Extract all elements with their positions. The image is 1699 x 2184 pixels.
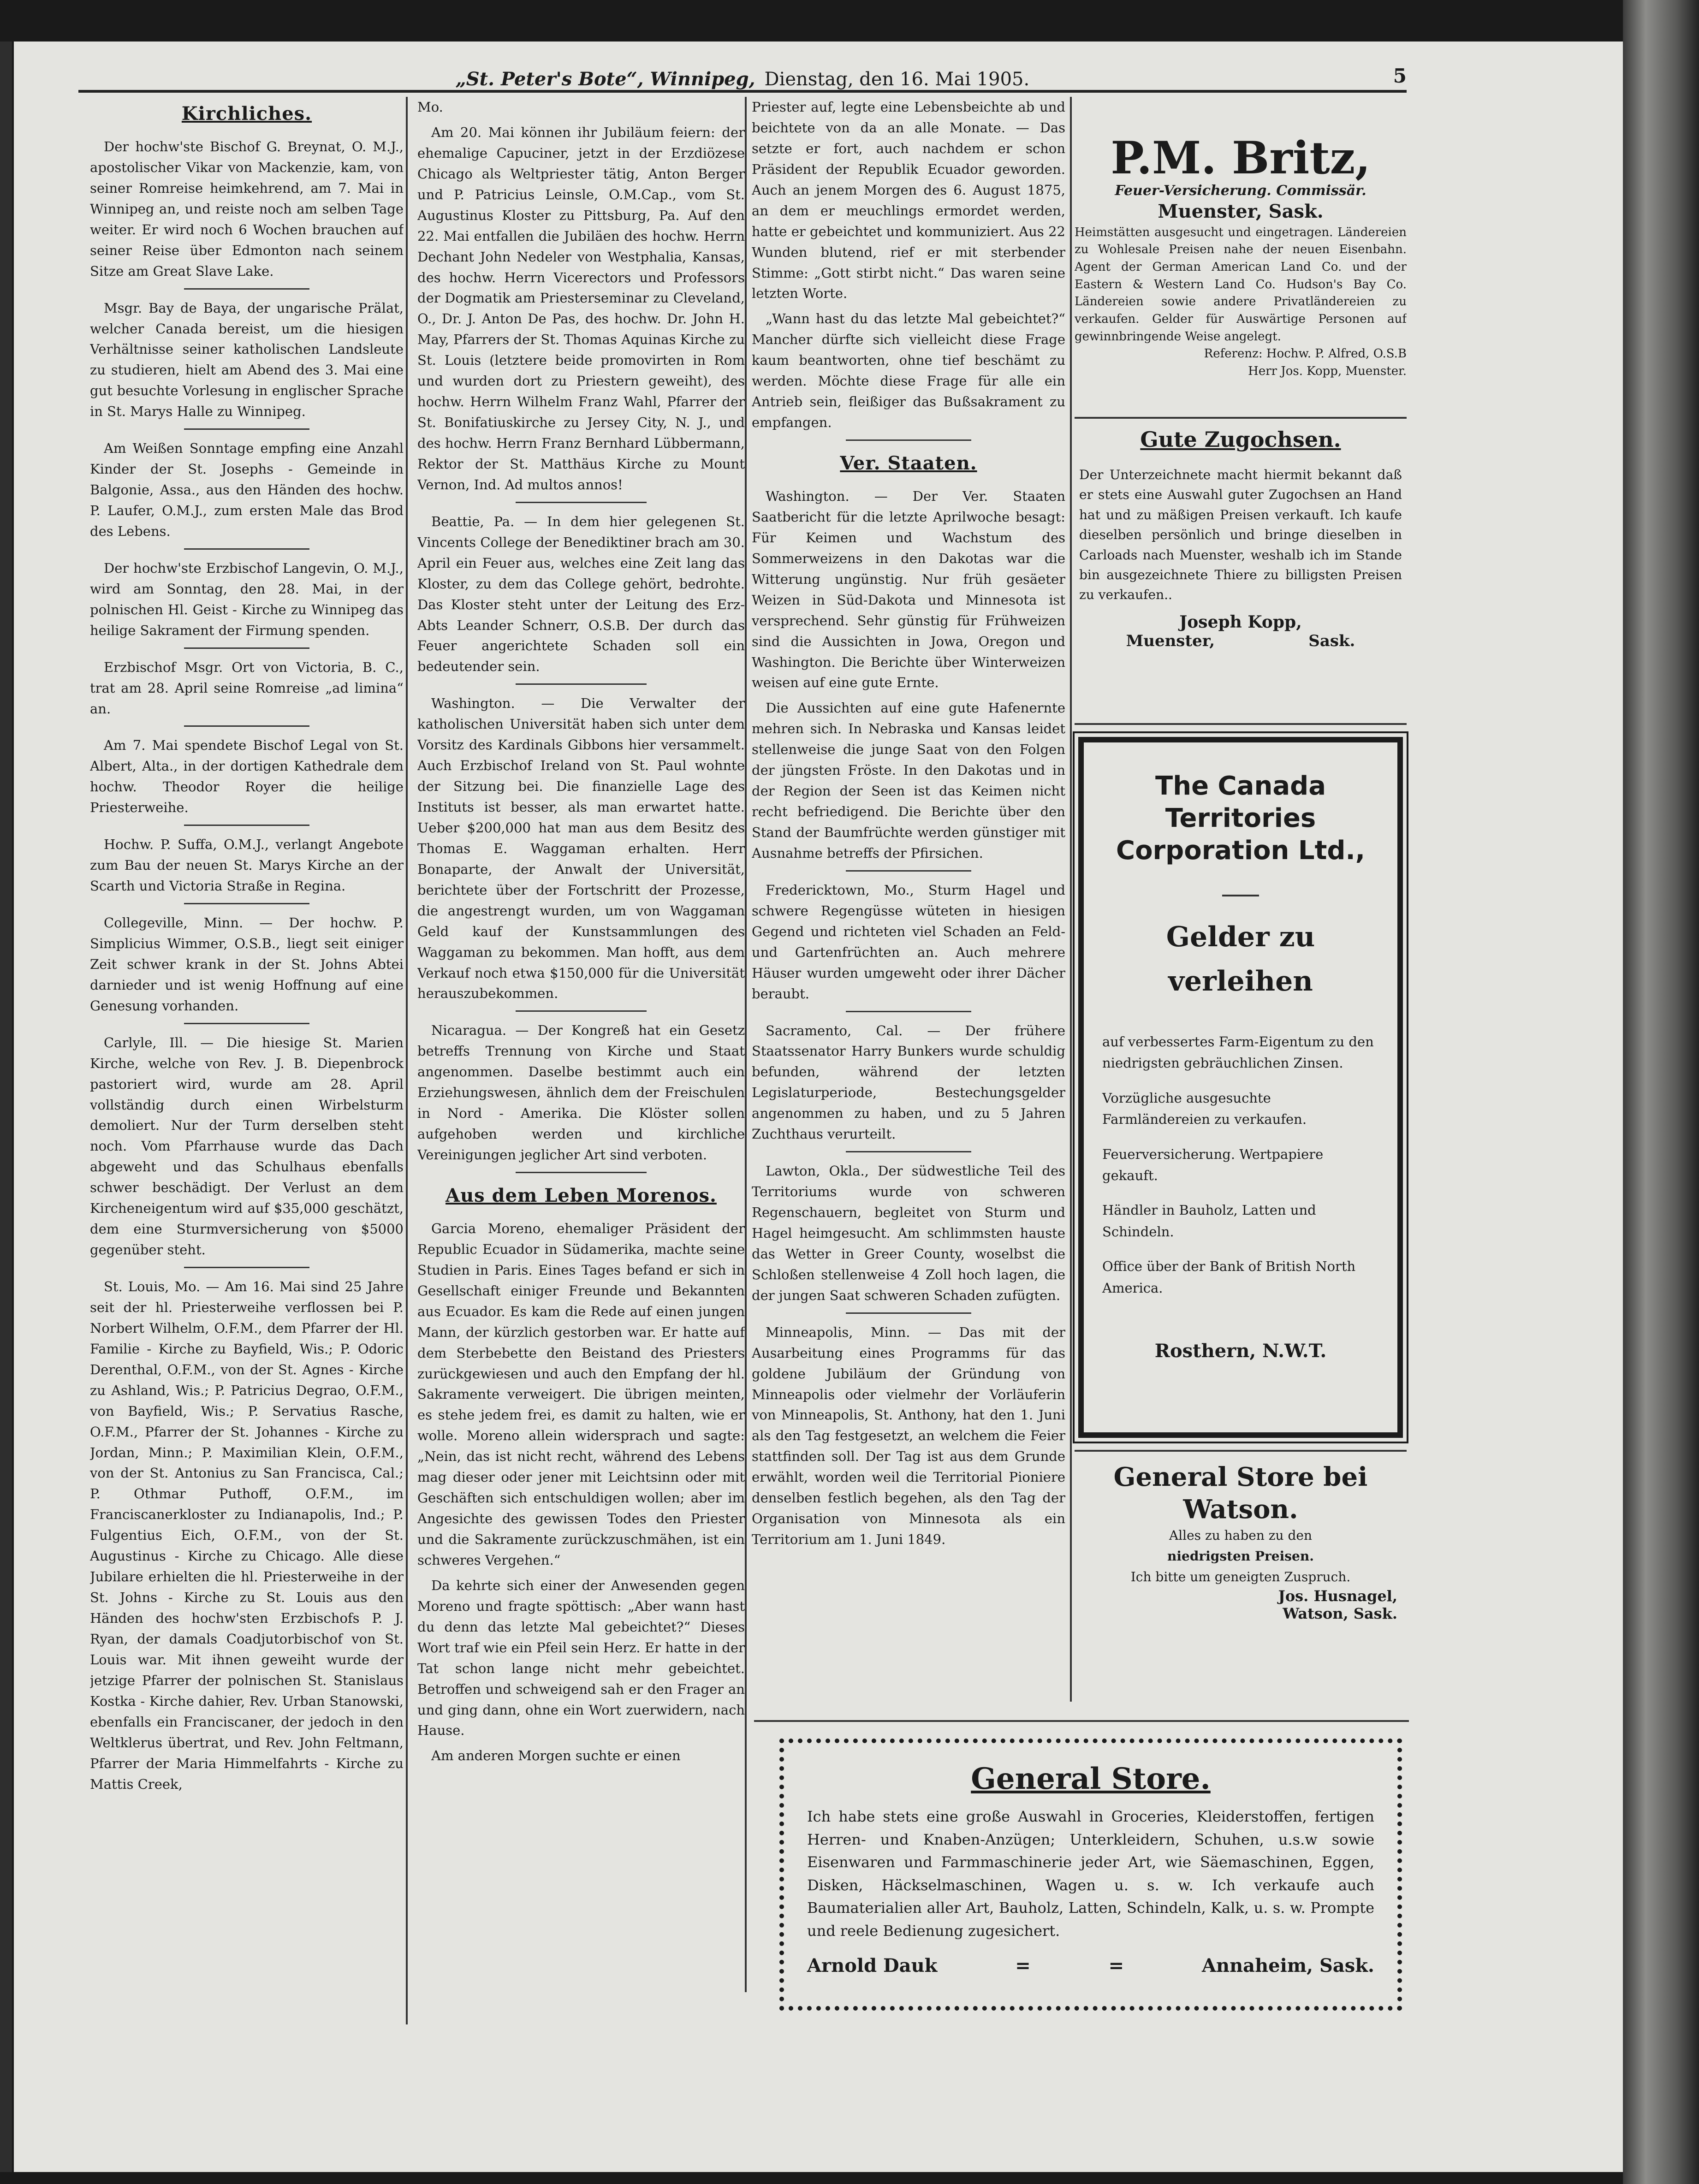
article-paragraph: Washington. — Die Verwalter der katholischen Universität haben sich unter dem Vorsitz des Kardinals Gibbons hier versammelt. Auch Erzbischof Ireland von St. Paul wohnte der Sitzung bei. Die finanzielle Lage des Instituts ist besser, als man erwartet hatte. Ueber $200,000 hat man aus dem Besitz des Thomas E. Waggaman erhalten. Herr Bonaparte, der Anwalt der Universität, berichtete über der Fortschritt der Prozesse, die angestrengt wurden, um von Waggaman Geld kauf der Kunstsammlungen des Waggaman zu bekommen. Man hofft, aus dem Verkauf noch etwa $150,000 für die Universität herauszubekommen.: [417, 695, 745, 1002]
divider: [184, 1267, 309, 1268]
ad-signature: Joseph Kopp,: [1179, 612, 1302, 632]
page-header: [78, 58, 1407, 93]
ad-general-store: [779, 1739, 1402, 2011]
divider: [184, 1023, 309, 1024]
ad-title: Gute Zugochsen.: [1140, 427, 1341, 452]
ad-signature: Arnold Dauk: [807, 1954, 938, 1976]
ad-canada-territories: [1078, 737, 1403, 1438]
article-paragraph: Collegeville, Minn. — Der hochw. P. Simplicius Wimmer, O.S.B., liegt seit einiger Zeit schwer krank in der St. Johns Abtei darnieder und ist wenig Hoffnung auf eine Genesung vorhanden.: [90, 915, 404, 1014]
page-binding-edge: [1623, 0, 1699, 2184]
ad-subtitle: Feuer-Versicherung. Commissär.: [1115, 182, 1366, 199]
article-paragraph: Mo.: [417, 99, 443, 115]
article-paragraph: Da kehrte sich einer der Anwesenden gegen Moreno und fragte spöttisch: „Aber wann hast du denn das letzte Mal gebeichtet?“ Dieses Wort traf wie ein Pfeil sein Herz. Er hatte in der Tat schon lange nicht mehr gebeichtet. Betroffen und schweigend sah er den Frager an und ging dann, ohne ein Wort zuerwidern, nach Hause.: [417, 1577, 745, 1739]
ad-body-line: niedrigsten Preisen.: [1167, 1548, 1314, 1564]
section-heading: Aus dem Leben Morenos.: [446, 1184, 717, 1206]
publication-name: „St. Peter's Bote“, Winnipeg,: [455, 68, 755, 90]
divider: [516, 683, 647, 685]
divider: [184, 825, 309, 826]
divider: [1222, 895, 1259, 896]
article-paragraph: Garcia Moreno, ehemaliger Präsident der Republic Ecuador in Südamerika, machte seine Studien in Paris. Eines Tages befand er sich in Gesellschaft einiger Freunde und Bekannten aus Ecuador. Es kam die Rede auf einen jungen Mann, der kürzlich gestorben war. Er hatte auf dem Sterbebette den Beistand des Priesters zurückgewiesen und auch den Empfang der hl. Sakramente verweigert. Die übrigen meinten, es stehe jedem frei, es damit zu halten, wie er wolle. Moreno allein widersprach und sagte: „Nein, das ist nicht recht, während des Lebens mag dieser oder jener mit Leichtsinn oder mit Geschäften sich entschuldigen wollen; aber im Angesichte des gewissen Todes den Priester und die Sakramente zurückzuschmähen, ist ein schweres Vergehen.“: [417, 1220, 745, 1568]
article-paragraph: Sacramento, Cal. — Der frühere Staatssenator Harry Bunkers wurde schuldig befunden, während der letzten Legislaturperiode, Bestechungsgelder angenommen zu haben, und zu 5 Jahren Zuchthaus verurteilt.: [752, 1022, 1065, 1142]
ad-signature: Jos. Husnagel,: [1278, 1587, 1397, 1605]
article-paragraph: Nicaragua. — Der Kongreß hat ein Gesetz betreffs Trennung von Kirche und Staat angenommen. Daselbe bestimmt auch ein Erziehungswesen, ähnlich dem der Freischulen in Nord - Amerika. Die Klöster sollen aufgehoben werden und kirchliche Vereinigungen jeglicher Art sind verboten.: [417, 1022, 745, 1163]
divider: [184, 903, 309, 904]
column-two: [417, 97, 745, 1992]
ad-zugochsen: [1075, 419, 1407, 725]
article-paragraph: Erzbischof Msgr. Ort von Victoria, B. C., trat am 28. April seine Romreise „ad limina“ an.: [90, 659, 404, 717]
ad-title: General Store.: [971, 1762, 1211, 1796]
ad-body-line: Händler in Bauholz, Latten und Schindeln.: [1102, 1202, 1316, 1240]
ad-signature-place: [1079, 632, 1402, 650]
ad-title: P.M. Britz,: [1111, 134, 1371, 184]
column-rule: [1070, 97, 1072, 1702]
ad-body: Der Unterzeichnete macht hiermit bekannt daß er stets eine Auswahl guter Zugochsen an Hand hat und zu mäßigen Preisen verkauft. Ich kaufe dieselben persönlich und bringe dieselben in Carloads nach Muenster, weshalb ich im Stande bin ausgezeichnete Thiere zu billigsten Preisen zu verkaufen..: [1079, 467, 1402, 603]
divider: [184, 288, 309, 290]
article-paragraph: Der hochw'ste Erzbischof Langevin, O. M.J., wird am Sonntag, den 28. Mai, in der polnischen Hl. Geist - Kirche zu Winnipeg das heilige Sakrament der Firmung spenden.: [90, 560, 404, 638]
divider: [516, 1010, 647, 1012]
ad-separator: =: [1108, 1954, 1124, 1976]
divider: [846, 1151, 971, 1152]
ad-body-line: Office über der Bank of British North America.: [1102, 1258, 1356, 1296]
article-paragraph: Washington. — Der Ver. Staaten Saatbericht für die letzte Aprilwoche besagt: Für Keimen und Wachstum des Sommerweizens in den Dakotas war die Witterung ungünstig. Nur früh gesäeter Weizen in Süd-Dakota und Minnesota ist versprechend. Sehr günstig für Frühweizen sind die Aussichten in Jowa, Oregon und Washington. Die Berichte über Winterweizen weisen auf eine gute Ernte.: [752, 488, 1065, 691]
ad-reference: Referenz: Hochw. P. Alfred, O.S.B: [1204, 347, 1407, 361]
column-rule: [406, 97, 408, 2024]
divider: [846, 439, 971, 441]
divider: [516, 1172, 647, 1173]
article-paragraph: Minneapolis, Minn. — Das mit der Ausarbeitung eines Programms für das goldene Jubiläum der Gründung von Minneapolis oder vielmehr der Vorläuferin von Minneapolis, St. Anthony, hat den 1. Juni als den Tag festgesetzt, an welchem die Feier stattfinden soll. Der Tag ist aus dem Grunde erwählt, worden weil die Territorial Pioniere denselben festlich begehen, als den Tag der Organisation von Minnesota als ein Territorium am 1. Juni 1849.: [752, 1324, 1065, 1548]
ad-signature: Rosthern, N.W.T.: [1154, 1340, 1327, 1362]
ad-headline: Gelder zu verleihen: [1166, 921, 1315, 997]
divider: [754, 1720, 1409, 1722]
ad-body-line: Alles zu haben zu den: [1169, 1528, 1313, 1543]
article-paragraph: Am anderen Morgen suchte er einen: [431, 1748, 681, 1764]
divider: [184, 428, 309, 430]
divider: [846, 870, 971, 872]
article-paragraph: Am 7. Mai spendete Bischof Legal von St. Albert, Alta., in der dortigen Kathedrale dem hochw. Theodor Royer die heilige Priesterweihe.: [90, 737, 404, 816]
article-paragraph: Lawton, Okla., Der südwestliche Teil des Territoriums wurde von schweren Regenschauern, begleitet von Sturm und Hagel heimgesucht. Am schlimmsten hauste das Wetter in Greer County, woselbst die Schloßen stellenweise 4 Zoll hoch lagen, die der jungen Saat schweren Schaden zufügten.: [752, 1163, 1065, 1303]
article-paragraph: Beattie, Pa. — In dem hier gelegenen St. Vincents College der Benediktiner brach am 30. April ein Feuer aus, welches eine Zeit lang das Kloster, zu dem das College gehört, bedrohte. Das Kloster steht unter der Leitung des Erz-Abts Leander Schnerr, O.S.B. Der durch das Feuer angerichtete Schaden soll ein bedeutender sein.: [417, 513, 745, 675]
article-paragraph: Carlyle, Ill. — Die hiesige St. Marien Kirche, welche von Rev. J. B. Diepenbrock pastoriert wird, wurde am 28. April vollständig durch einen Wirbelsturm demoliert. Nur der Turm derselben steht noch. Vom Pfarrhause wurde das Dach abgeweht und das Schulhaus ebenfalls schwer beschädigt. Der Verlust an dem Kircheneigentum wird auf $35,000 geschätzt, dem eine Sturmversicherung von $5000 gegenüber steht.: [90, 1034, 404, 1258]
ad-province: Sask.: [1308, 631, 1355, 650]
advertisement-column: [1075, 134, 1407, 1691]
article-paragraph: Am 20. Mai können ihr Jubiläum feiern: der ehemalige Capuciner, jetzt in der Erzdiözese Chicago als Weltpriester tätig, Anton Berger und P. Patricius Leinsle, O.M.Cap., vom St. Augustinus Kloster zu Pittsburg, Pa. Auf den 22. Mai entfallen die Jubiläen des hochw. Herrn Dechant John Nedeler von Westphalia, Kansas, des hochw. Herrn Vicerectors und Professors der Dogmatik am Priesterseminar zu Cleveland, O., Dr. J. Anton De Pas, des hochw. Dr. John H. May, Pfarrers der St. Thomas Aquinas Kirche zu St. Louis (letztere beide promovirten in Rom und wurden dort zu Priestern geweiht), des hochw. Herrn Wilhelm Franz Wahl, Pfarrer der St. Bonifatiuskirche zu Jersey City, N. J., und des hochw. Herrn Franz Bernhard Lübbermann, Rektor der St. Matthäus Kirche zu Mount Vernon, Ind. Ad multos annos!: [417, 124, 745, 493]
article-paragraph: St. Louis, Mo. — Am 16. Mai sind 25 Jahre seit der hl. Priesterweihe verflossen bei P. Norbert Wilhelm, O.F.M., dem Pfarrer der Hl. Familie - Kirche zu Bayfield, Wis.; P. Odoric Derenthal, O.F.M., von der St. Agnes - Kirche zu Ashland, Wis.; P. Patricius Degrao, O.F.M., von Bayfield, Wis.; P. Servatius Rasche, O.F.M., Pfarrer der St. Johannes - Kirche zu Jordan, Minn.; P. Maximilian Klein, O.F.M., von der St. Antonius zu San Francisca, Cal.; P. Othmar Puthoff, O.F.M., im Franciscanerkloster zu Indianapolis, Ind.; P. Fulgentius Eich, O.F.M., von der St. Augustinus - Kirche zu Chicago. Alle diese Jubilare erhielten die hl. Priesterweihe in der St. Johns - Kirche zu St. Louis aus den Händen des hochw'sten Erzbischofs P. J. Ryan, der damals Coadjutorbischof von St. Louis war. Mit ihnen geweiht wurde der jetzige Pfarrer der polnischen St. Stanislaus Kostka - Kirche dahier, Rev. Urban Stanowski, ebenfalls ein Franciscaner, der jedoch in den Weltklerus übertrat, und Rev. John Feltmann, Pfarrer der Maria Himmelfahrts - Kirche zu Mattis Creek,: [90, 1279, 404, 1792]
ad-britz: [1075, 134, 1407, 419]
issue-date: Dienstag, den 16. Mai 1905.: [764, 69, 1030, 90]
ad-reference: Herr Jos. Kopp, Muenster.: [1248, 364, 1407, 379]
page-number: 5: [1393, 65, 1407, 87]
article-paragraph: Fredericktown, Mo., Sturm Hagel und schwere Regengüsse wüteten in hiesigen Gegend und richteten viel Schaden an Feld- und Gartenfrüchten an. Auch mehrere Häuser wurden umgeweht oder ihrer Dächer beraubt.: [752, 882, 1065, 1002]
section-heading: Ver. Staaten.: [840, 452, 977, 474]
book-spine: [0, 42, 12, 2172]
article-paragraph: Priester auf, legte eine Lebensbeichte ab und beichtete von da an alle Monate. — Das setzte er fort, auch nachdem er schon Präsident der Republik Ecuador geworden. Auch an jenem Morgen des 6. August 1875, an dem er meuchlings ermordet werden, hatte er gebeichtet und kommuniziert. Aus 22 Wunden blutend, rief er mit sterbender Stimme: „Gott stirbt nicht.“ Das waren seine letzten Worte.: [752, 99, 1065, 302]
ad-place: Watson, Sask.: [1283, 1605, 1397, 1623]
ad-title: The Canada Territories Corporation Ltd.,: [1116, 771, 1366, 866]
ad-signature-row: [807, 1955, 1374, 1976]
article-paragraph: Hochw. P. Suffa, O.M.J., verlangt Angebote zum Bau der neuen St. Marys Kirche an der Scarth und Victoria Straße in Regina.: [90, 837, 404, 894]
section-heading: Kirchliches.: [181, 103, 312, 125]
ad-body-line: auf verbessertes Farm-Eigentum zu den niedrigsten gebräuchlichen Zinsen.: [1102, 1034, 1374, 1071]
column-three: [752, 97, 1065, 1702]
ad-place: Muenster,: [1126, 631, 1215, 650]
divider: [184, 725, 309, 727]
ad-body-line: Feuerversicherung. Wertpapiere gekauft.: [1102, 1146, 1324, 1183]
divider: [516, 502, 647, 503]
ad-separator: =: [1015, 1954, 1031, 1976]
column-kirchliches: [90, 97, 404, 2024]
divider: [184, 647, 309, 649]
ad-body-line: Vorzügliche ausgesuchte Farmländereien zu verkaufen.: [1102, 1090, 1307, 1128]
article-paragraph: Der hochw'ste Bischof G. Breynat, O. M.J., apostolischer Vikar von Mackenzie, kam, von seiner Romreise heimkehrend, am 7. Mai in Winnipeg an, und reiste noch am selben Tage weiter. Er wird noch 6 Wochen brauchen auf seiner Reise über Edmonton nach seinem Sitze am Great Slave Lake.: [90, 139, 404, 279]
article-paragraph: Die Aussichten auf eine gute Hafenernte mehren sich. In Nebraska und Kansas leidet stellenweise die junge Saat von den Folgen der jüngsten Fröste. In den Dakotas und in der Region der Seen ist das Keimen nicht recht befriedigend. Die Berichte über den Stand der Baumfrüchte werden günstiger mit Ausnahme betreffs der Pfirsichen.: [752, 700, 1065, 861]
column-rule: [745, 97, 747, 1992]
ad-body: Ich habe stets eine große Auswahl in Groceries, Kleiderstoffen, fertigen Herren- und Knaben-Anzügen; Unterkleidern, Schuhen, u.s.w sowie Eisenwaren und Farmmaschinerie jeder Art, wie Säemaschinen, Eggen, Disken, Häckselmaschinen, Wagen u. s. w. Ich verkaufe auch Baumaterialien aller Art, Bauholz, Latten, Schindeln, Kalk, u. s. w. Prompte und reele Bedienung zugesichert.: [807, 1808, 1374, 1940]
article-paragraph: „Wann hast du das letzte Mal gebeichtet?“ Mancher dürfte sich vielleicht diese Frage kaum beantworten, ohne tief beschämt zu werden. Möchte diese Frage für alle ein Antrieb sein, fleißiger das Bußsakrament zu empfangen.: [752, 311, 1065, 431]
ad-body: Heimstätten ausgesucht und eingetragen. Ländereien zu Wohlesale Preisen nahe der neuen Eisenbahn. Agent der German American Land Co. und der Eastern & Western Land Co. Hudson's Bay Co. Ländereien sowie andere Privatländereien zu verkaufen. Gelder für Auswärtige Personen auf gewinnbringende Weise angelegt.: [1075, 225, 1407, 344]
ad-place: Annaheim, Sask.: [1201, 1954, 1374, 1976]
ad-body-line: Ich bitte um geneigten Zuspruch.: [1130, 1569, 1351, 1585]
ad-watson-store: [1075, 1450, 1407, 1691]
divider: [846, 1011, 971, 1012]
divider: [846, 1312, 971, 1314]
article-paragraph: Am Weißen Sonntage empfing eine Anzahl Kinder der St. Josephs - Gemeinde in Balgonie, Assa., aus den Händen des hochw. P. Laufer, O.M.J., zum ersten Male das Brod des Lebens.: [90, 440, 404, 539]
ad-place: Muenster, Sask.: [1158, 200, 1324, 222]
article-paragraph: Msgr. Bay de Baya, der ungarische Prälat, welcher Canada bereist, um die hiesigen Verhältnisse seiner katholischen Landsleute zu studieren, hielt am Abend des 3. Mai eine gut besuchte Vorlesung in englischer Sprache in St. Marys Halle zu Winnipeg.: [90, 300, 404, 420]
divider: [184, 548, 309, 550]
ad-title: General Store bei Watson.: [1113, 1462, 1368, 1525]
